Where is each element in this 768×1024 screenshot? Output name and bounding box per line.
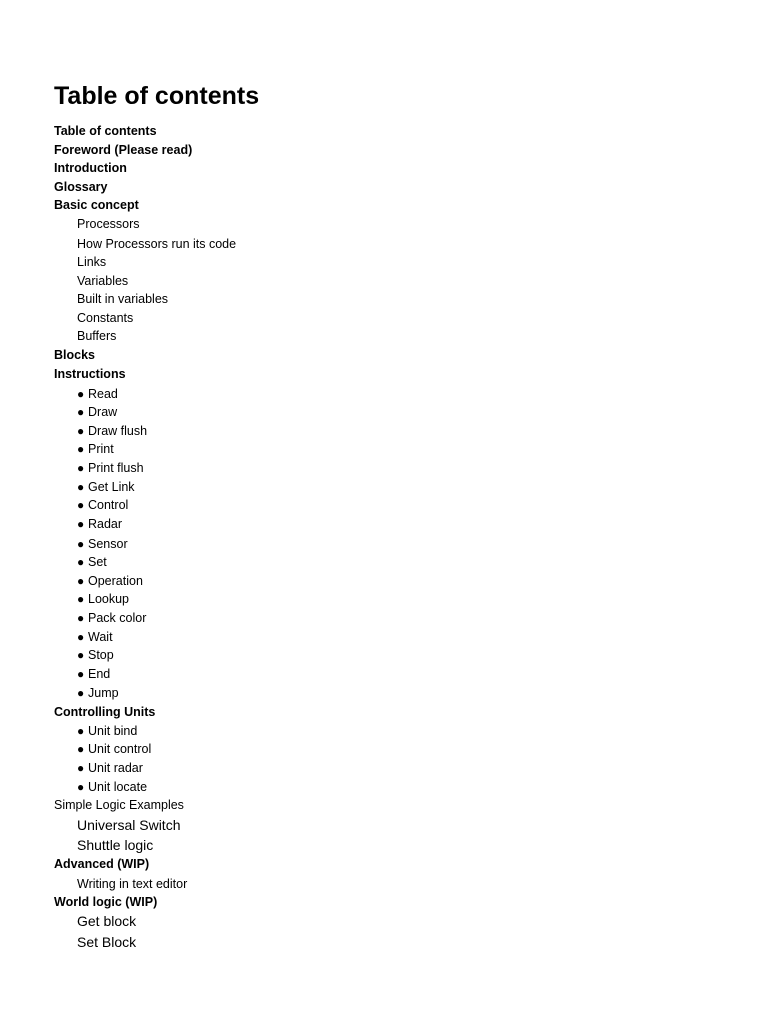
toc-link-lookup[interactable] xyxy=(77,591,129,607)
bullet-icon: ● xyxy=(77,574,85,588)
toc-link-built-in-variables[interactable] xyxy=(77,291,168,307)
toc-link-processors[interactable] xyxy=(77,216,140,232)
toc-link-label: Lookup xyxy=(88,592,130,606)
toc-link-controlling-units[interactable] xyxy=(54,704,155,720)
toc-link-label: Draw flush xyxy=(88,424,148,438)
toc-link-print[interactable] xyxy=(77,441,114,457)
toc-link-label: Set Block xyxy=(77,934,137,950)
toc-link-links[interactable] xyxy=(77,254,106,270)
bullet-icon: ● xyxy=(77,537,85,551)
toc-link-label: Glossary xyxy=(54,180,108,194)
toc-link-label: Buffers xyxy=(77,329,117,343)
toc-link-set-block[interactable] xyxy=(77,933,136,951)
toc-link-label: Simple Logic Examples xyxy=(54,798,184,812)
toc-link-operation[interactable] xyxy=(77,573,143,589)
toc-link-set[interactable] xyxy=(77,554,107,570)
toc-link-label: Basic concept xyxy=(54,198,139,212)
toc-link-label: Variables xyxy=(77,274,129,288)
toc-link-label: Set xyxy=(88,555,107,569)
toc-link-label: Writing in text editor xyxy=(77,877,188,891)
toc-link-label: Unit locate xyxy=(88,780,148,794)
toc-link-radar[interactable] xyxy=(77,516,122,532)
toc-link-label: Print flush xyxy=(88,461,144,475)
toc-link-universal-switch[interactable] xyxy=(77,816,180,834)
toc-link-label: Radar xyxy=(88,517,123,531)
toc-link-label: Introduction xyxy=(54,161,127,175)
toc-link-label: Blocks xyxy=(54,348,95,362)
toc-link-label: Wait xyxy=(88,630,113,644)
bullet-icon: ● xyxy=(77,742,85,756)
toc-link-blocks[interactable] xyxy=(54,347,95,363)
toc-link-label: Read xyxy=(88,387,118,401)
toc-link-table-of-contents[interactable] xyxy=(54,123,157,139)
bullet-icon: ● xyxy=(77,592,85,606)
toc-link-end[interactable] xyxy=(77,666,110,682)
toc-link-get-link[interactable] xyxy=(77,479,135,495)
bullet-icon: ● xyxy=(77,555,85,569)
toc-link-jump[interactable] xyxy=(77,685,119,701)
toc-link-label: Instructions xyxy=(54,367,126,381)
toc-link-unit-locate[interactable] xyxy=(77,779,147,795)
toc-link-label: World logic (WIP) xyxy=(54,895,158,909)
toc-link-label: Foreword (Please read) xyxy=(54,143,193,157)
toc-link-label: Table of contents xyxy=(54,124,157,138)
toc-link-label: Controlling Units xyxy=(54,705,156,719)
toc-link-sensor[interactable] xyxy=(77,536,128,552)
bullet-icon: ● xyxy=(77,517,85,531)
bullet-icon: ● xyxy=(77,761,85,775)
toc-link-label: Stop xyxy=(88,648,114,662)
bullet-icon: ● xyxy=(77,780,85,794)
toc-link-label: Sensor xyxy=(88,537,128,551)
bullet-icon: ● xyxy=(77,648,85,662)
toc-link-label: How Processors run its code xyxy=(77,237,237,251)
toc-link-print-flush[interactable] xyxy=(77,460,144,476)
toc-link-stop[interactable] xyxy=(77,647,114,663)
toc-link-variables[interactable] xyxy=(77,273,128,289)
toc-link-advanced-wip[interactable] xyxy=(54,856,149,872)
toc-link-get-block[interactable] xyxy=(77,912,136,930)
toc-link-read[interactable] xyxy=(77,386,118,402)
bullet-icon: ● xyxy=(77,630,85,644)
toc-link-label: Constants xyxy=(77,311,134,325)
toc-link-label: Links xyxy=(77,255,107,269)
toc-link-basic-concept[interactable] xyxy=(54,197,139,213)
toc-link-simple-logic-examples[interactable] xyxy=(54,797,184,813)
toc-link-constants[interactable] xyxy=(77,310,133,326)
toc-link-buffers[interactable] xyxy=(77,328,116,344)
toc-link-control[interactable] xyxy=(77,497,128,513)
toc-link-label: Get Link xyxy=(88,480,135,494)
toc-link-label: Unit bind xyxy=(88,724,138,738)
bullet-icon: ● xyxy=(77,461,85,475)
toc-link-label: Control xyxy=(88,498,129,512)
bullet-icon: ● xyxy=(77,387,85,401)
bullet-icon: ● xyxy=(77,442,85,456)
toc-link-pack-color[interactable] xyxy=(77,610,146,626)
toc-link-label: End xyxy=(88,667,111,681)
toc-link-introduction[interactable] xyxy=(54,160,127,176)
toc-link-label: Shuttle logic xyxy=(77,837,154,853)
toc-link-label: Universal Switch xyxy=(77,817,181,833)
bullet-icon: ● xyxy=(77,686,85,700)
toc-link-how-processors-run-its-code[interactable] xyxy=(77,236,236,252)
bullet-icon: ● xyxy=(77,498,85,512)
toc-link-draw-flush[interactable] xyxy=(77,423,147,439)
toc-link-unit-radar[interactable] xyxy=(77,760,143,776)
bullet-icon: ● xyxy=(77,424,85,438)
bullet-icon: ● xyxy=(77,405,85,419)
toc-link-writing-in-text-editor[interactable] xyxy=(77,876,187,892)
toc-link-label: Unit radar xyxy=(88,761,143,775)
toc-link-instructions[interactable] xyxy=(54,366,126,382)
toc-link-glossary[interactable] xyxy=(54,179,108,195)
bullet-icon: ● xyxy=(77,611,85,625)
bullet-icon: ● xyxy=(77,724,85,738)
toc-link-world-logic-wip[interactable] xyxy=(54,894,157,910)
toc-link-label: Built in variables xyxy=(77,292,169,306)
toc-link-foreword-please-read[interactable] xyxy=(54,142,192,158)
toc-link-label: Operation xyxy=(88,574,143,588)
toc-link-label: Advanced (WIP) xyxy=(54,857,150,871)
toc-link-label: Processors xyxy=(77,217,140,231)
toc-link-label: Jump xyxy=(88,686,119,700)
bullet-icon: ● xyxy=(77,667,85,681)
toc-link-unit-control[interactable] xyxy=(77,741,151,757)
toc-link-unit-bind[interactable] xyxy=(77,723,137,739)
toc-link-label: Unit control xyxy=(88,742,152,756)
toc-link-label: Draw xyxy=(88,405,118,419)
toc-link-shuttle-logic[interactable] xyxy=(77,836,153,854)
toc-link-label: Get block xyxy=(77,913,137,929)
toc-link-label: Pack color xyxy=(88,611,147,625)
toc-link-draw[interactable] xyxy=(77,404,117,420)
page-title: Table of contents xyxy=(54,82,260,110)
toc-link-label: Print xyxy=(88,442,114,456)
bullet-icon: ● xyxy=(77,480,85,494)
toc-link-wait[interactable] xyxy=(77,629,113,645)
